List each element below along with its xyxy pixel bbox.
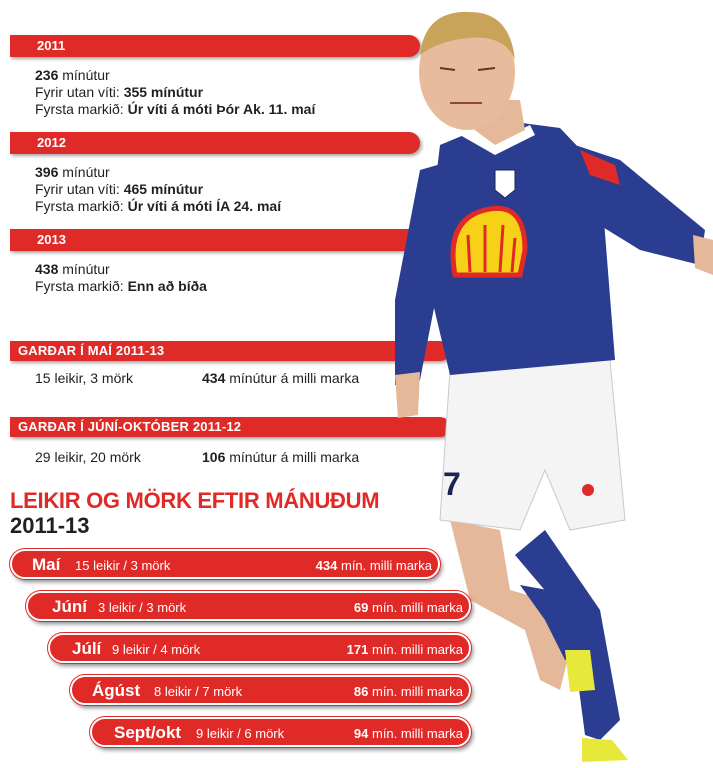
month-row-agust [70,675,471,705]
year-2012-excl-penalties: Fyrir utan víti: 465 mínútur [35,181,204,197]
year-2012-first-goal: Fyrsta markið: Úr víti á móti ÍA 24. maí [35,198,282,214]
section-may-minutes: 434 mínútur á milli marka [202,370,360,386]
year-2013-first-goal: Fyrsta markið: Enn að bíða [35,278,207,294]
month-games: 9 leikir / 4 mörk [112,642,201,657]
month-games: 15 leikir / 3 mörk [75,558,171,573]
year-2011-first-goal: Fyrsta markið: Úr víti á móti Þór Ak. 11. maí [35,101,316,117]
month-minutes: 94 mín. milli marka [353,726,463,741]
year-2012-minutes: 396 mínútur [35,164,110,180]
month-minutes: 86 mín. milli marka [353,684,463,699]
month-name: Júlí [72,639,102,658]
year-2012-bar [10,132,420,154]
section-jun-oct-title: GARÐAR Í JÚNÍ-OKTÓBER 2011-12 [18,419,242,434]
month-name: Maí [32,555,61,574]
year-2011-excl-penalties: Fyrir utan víti: 355 mínútur [35,84,204,100]
monthly-title: LEIKIR OG MÖRK EFTIR MÁNUÐUM [10,488,380,513]
section-may-title: GARÐAR Í MAÍ 2011-13 [18,343,165,358]
year-2011-label: 2011 [37,38,66,53]
month-games: 3 leikir / 3 mörk [98,600,187,615]
month-minutes: 69 mín. milli marka [353,600,463,615]
month-row-mai [10,549,440,579]
section-may-games: 15 leikir, 3 mörk [35,370,134,386]
month-row-juni [26,591,471,621]
month-name: Sept/okt [114,723,182,742]
year-2013-minutes: 438 mínútur [35,261,110,277]
month-games: 8 leikir / 7 mörk [154,684,243,699]
month-games: 9 leikir / 6 mörk [196,726,285,741]
month-name: Júní [52,597,87,616]
section-jun-oct-minutes: 106 mínútur á milli marka [202,449,360,465]
month-row-juli [48,633,471,663]
monthly-subtitle: 2011-13 [10,513,90,538]
section-jun-oct-games: 29 leikir, 20 mörk [35,449,141,465]
month-row-sept-okt [90,717,471,747]
month-minutes: 434 mín. milli marka [315,558,432,573]
year-2011-bar [10,35,420,57]
year-2012-label: 2012 [37,135,66,150]
svg-text:7: 7 [443,466,461,502]
month-name: Ágúst [92,681,141,700]
year-2013-label: 2013 [37,232,66,247]
month-minutes: 171 mín. milli marka [346,642,463,657]
year-2011-minutes: 236 mínútur [35,67,110,83]
year-2013-bar [10,229,420,251]
